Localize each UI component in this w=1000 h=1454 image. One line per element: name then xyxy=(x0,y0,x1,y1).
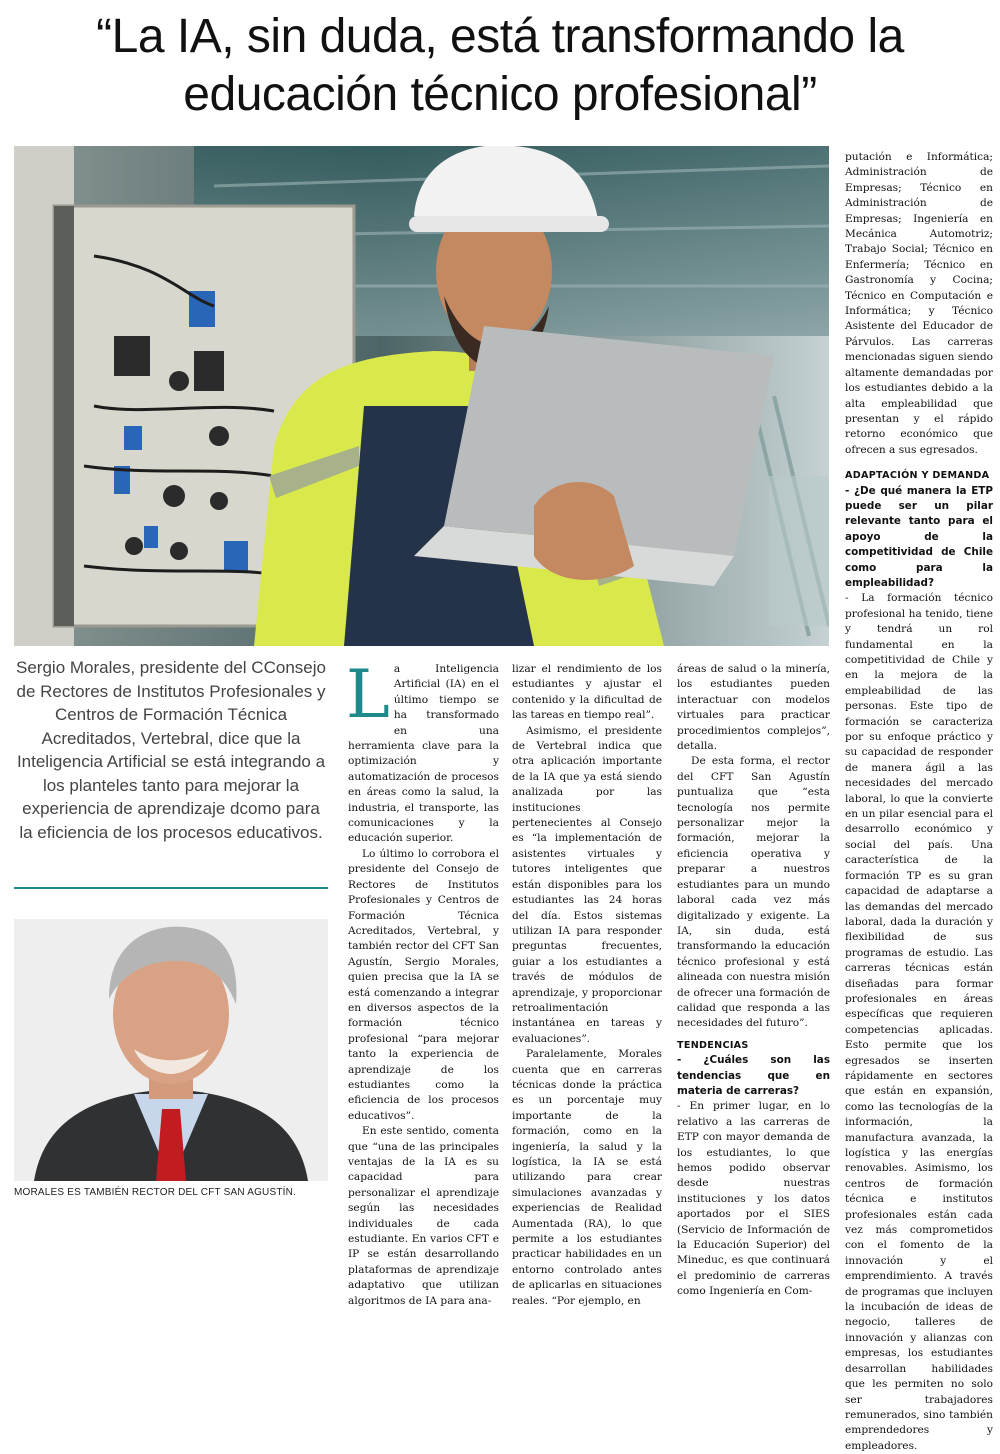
col2-paragraph-3: Paralelamente, Morales cuenta que en carreras técnicas donde la práctica es un porcentaje muy importante de la formación, como en la ingeniería, la salud y la logística, la IA se está utilizando para crear simulaciones avanzadas y experiencias de Realidad Aumentada (RA), lo que permite a los estudiantes practicar habilidades en un entorno controlado antes de aplicarlas en situaciones reales. “Por ejemplo, en xyxy=(512,1048,662,1307)
col3-paragraph-2: De esta forma, el rector del CFT San Agustín puntualiza que “esta tecnología nos permite personalizar mejor la formación, mejorar la eficiencia operativa y preparar a nuestros estudiantes para un mundo laboral cada vez más digitalizado y exigente. La IA, sin duda, está transformando la educación técnico profesional y está alineada con nuestra misión de ofrecer una formación de calidad que responda a las necesidades del futuro”. xyxy=(677,755,830,1030)
man-portrait-illustration xyxy=(14,919,328,1181)
photo-caption: MORALES ES TAMBIÉN RECTOR DEL CFT SAN AGUSTÍN. xyxy=(14,1187,297,1198)
col4-paragraph-1: putación e Informática; Administración de Empresas; Técnico en Administración de Empresas; Ingeniería en Mecánica Automotriz; Trabajo Social; Técnico en Enfermería; Técnico en Gastronomía y Cocina; Técnico en Computación e Informática; y Técnico Asistente del Educador de Párvulos. Las carreras mencionadas siguen siendo altamente demandadas por los estudiantes debido a la alta empleabilidad que presentan y el rápido retorno económico que ofrecen a sus egresados. xyxy=(845,151,993,456)
col4-paragraph-2: - La formación técnico profesional ha tenido, tiene y tendrá un rol fundamental en la competitividad de Chile y en la mejora de la empleabilidad de las personas. Este tipo de formación se caracteriza por su enfoque práctico y su capacidad de responder de manera ágil a las necesidades del mercado laboral, lo que la convierte en un pilar esencial para el desarrollo económico y social del país. Una característica de la formación TP es su gran capacidad de adaptarse a las demandas del mercado laboral, dada la duración y flexibilidad de sus programas de estudio. Las carreras técnicas están diseñadas para formar profesionales en áreas específicas que requieren competencias aplicadas. Esto permite que los egresados se inserten rápidamente en sectores que están en expansión, como las tecnologías de la información, la manufactura avanzada, la logística y las energías renovables. Asimismo, los centros de formación técnica e institutos profesionales están cada vez más comprometidos con el fomento de la innovación y el emprendimiento. A través de programas que incluyen la incubación de ideas de negocio, talleres de innovación y alianzas con empresas, los estudiantes desarrollan habilidades que les permiten no solo ser trabajadores remunerados, sino también emprendedores y empleadores. xyxy=(845,592,993,1452)
article-column-4 xyxy=(845,150,993,1454)
col2-paragraph-1: lizar el rendimiento de los estudiantes y ajustar el contenido y la dificultad de las tareas en tiempo real”. xyxy=(512,663,662,722)
headline-line-2: educación técnico profesional” xyxy=(183,68,817,121)
col1-paragraph-1: a Inteligencia Artificial (IA) en el último tiempo se ha transformado en una herramienta clave para la optimización y automatización de procesos en áreas como la salud, la industria, el transporte, las comunicaciones y la educación superior. xyxy=(348,663,499,845)
headline-line-1: “La IA, sin duda, está transformando la xyxy=(96,10,904,63)
col3-paragraph-3: - En primer lugar, en lo relativo a las carreras de ETP con mayor demanda de los estudiantes, lo que hemos podido observar desde nuestras instituciones y los datos aportados por el SIES (Servicio de Información de la Educación Superior) del Mineduc, es que continuará el predominio de carreras como Ingeniería en Com- xyxy=(677,1100,830,1298)
headline xyxy=(0,8,1000,124)
col3-paragraph-1: áreas de salud o la minería, los estudiantes pueden interactuar con modelos virtuales para practicar procedimientos complejos”, detalla. xyxy=(677,663,830,753)
article-column-2 xyxy=(512,662,662,1309)
lead-divider xyxy=(14,887,328,889)
col2-paragraph-2: Asimismo, el presidente de Vertebral indica que otra aplicación importante de la IA que ya está siendo analizada por las instituciones pertenecientes al Consejo es “la implementación de asistentes virtuales y tutores inteligentes que están disponibles para los estudiantes las 24 horas del día. Estos sistemas utilizan IA para responder preguntas frecuentes, guiar a los estudiantes a través de módulos de aprendizaje, y proporcionar retroalimentación instantánea en tareas y evaluaciones”. xyxy=(512,724,662,1045)
drop-cap: L xyxy=(346,656,390,733)
col1-paragraph-3: En este sentido, comenta que “una de las principales ventajas de la IA es su capacidad para personalizar el aprendizaje según las necesidades individuales de cada estudiante. En varios CFT e IP se están desarrollando plataformas de aprendizaje adaptativo que utilizan algoritmos de IA para ana- xyxy=(348,1125,499,1307)
article-column-1 xyxy=(346,656,499,1309)
portrait-photo xyxy=(14,919,328,1181)
interview-question-2: - ¿De qué manera la ETP puede ser un pilar relevante tanto para el apoyo de la competitividad de Chile como para la empleabilidad? xyxy=(845,484,993,589)
worker-with-laptop-illustration xyxy=(14,146,829,646)
subheading-tendencias: TENDENCIAS xyxy=(677,1039,749,1051)
subheading-adaptacion: ADAPTACIÓN Y DEMANDA xyxy=(845,470,990,482)
hero-photo xyxy=(14,146,829,646)
interview-question-1: - ¿Cuáles son las tendencias que en materia de carreras? xyxy=(677,1054,830,1097)
lead-paragraph: Sergio Morales, presidente del CConsejo de Rectores de Institutos Profesionales y Centros de Formación Técnica Acreditados, Vertebral, dice que la Inteligencia Artificial se está integrando a los planteles tanto para mejorar la experiencia de aprendizaje dcomo para la eficiencia de los procesos educativos. xyxy=(16,658,326,842)
col1-paragraph-2: Lo último lo corrobora el presidente del Consejo de Rectores de Institutos Profesionales y Centros de Formación Técnica Acreditados, Vertebral, y también rector del CFT San Agustín, Sergio Morales, quien precisa que la IA se está comenzando a integrar en diversos aspectos de la formación técnico profesional “para mejorar tanto la experiencia de aprendizaje de los estudiantes como la eficiencia de los procesos educativos”. xyxy=(348,847,499,1122)
article-column-3 xyxy=(677,662,830,1300)
